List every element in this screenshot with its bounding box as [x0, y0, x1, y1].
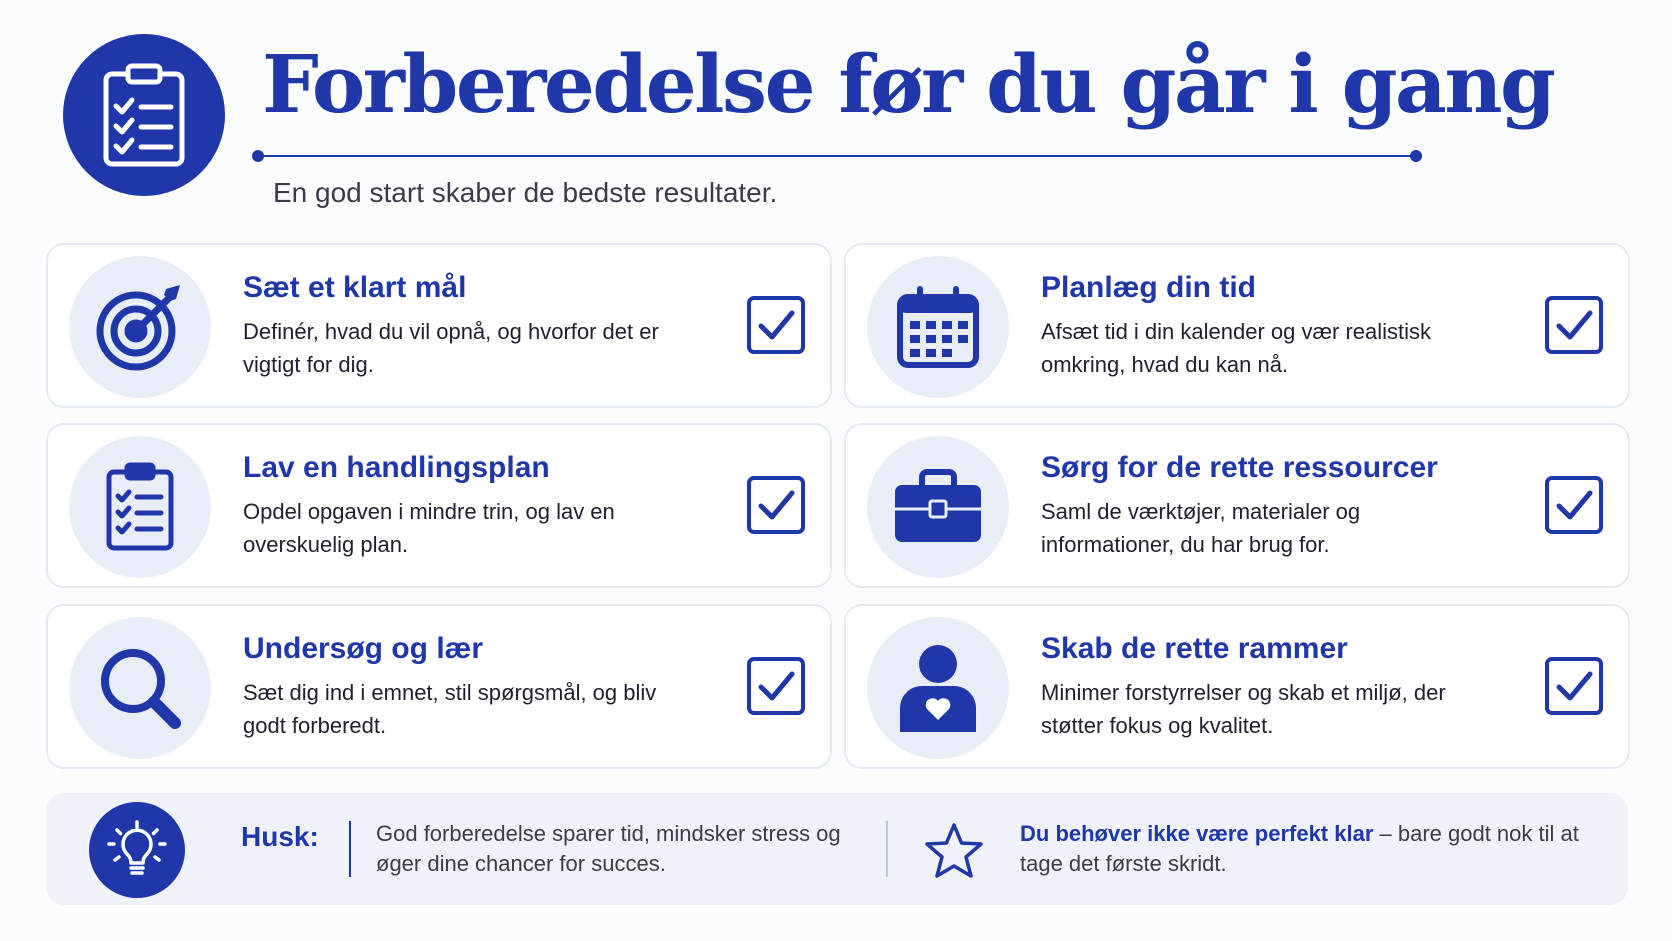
toolbox-icon	[867, 436, 1009, 578]
checklist-icon	[69, 436, 211, 578]
card-description: Saml de værktøjer, materialer og informationer, du har brug for.	[1041, 499, 1361, 557]
card-description: Definér, hvad du vil opnå, og hvorfor det er vigtigt for dig.	[243, 319, 659, 377]
checkbox-checked-icon[interactable]	[746, 475, 806, 535]
card-title: Lav en handlingsplan	[243, 451, 550, 484]
star-icon	[923, 821, 985, 883]
target-icon	[69, 256, 211, 398]
card-title: Sørg for de rette ressourcer	[1041, 451, 1438, 484]
card-environment	[844, 604, 1630, 769]
card-research	[46, 604, 832, 769]
card-resources	[844, 423, 1630, 588]
page-subtitle: En god start skaber de bedste resultater.	[273, 177, 778, 208]
checkbox-checked-icon[interactable]	[746, 656, 806, 716]
magnifier-icon	[69, 617, 211, 759]
encouragement-emphasis: Du behøver ikke være perfekt klar	[1020, 821, 1374, 846]
clipboard-check-icon	[63, 34, 225, 196]
rule-dot-right	[1410, 150, 1422, 162]
remember-label: Husk:	[241, 821, 319, 852]
person-heart-icon	[867, 617, 1009, 759]
lightbulb-icon	[89, 802, 185, 898]
card-set-goal	[46, 243, 832, 408]
title-divider	[255, 155, 1415, 157]
card-title: Skab de rette rammer	[1041, 632, 1348, 665]
checkbox-checked-icon[interactable]	[1544, 295, 1604, 355]
card-title: Planlæg din tid	[1041, 271, 1256, 304]
calendar-icon	[867, 256, 1009, 398]
card-description: Sæt dig ind i emnet, stil spørgsmål, og bliv godt forberedt.	[243, 680, 657, 738]
card-description: Opdel opgaven i mindre trin, og lav en overskuelig plan.	[243, 499, 615, 557]
card-title: Undersøg og lær	[243, 632, 484, 665]
page-title: Forberedelse før du går i gang	[262, 37, 1554, 131]
card-description: Afsæt tid i din kalender og vær realistisk omkring, hvad du kan nå.	[1041, 319, 1432, 377]
footer-divider	[886, 821, 888, 877]
card-plan-time	[844, 243, 1630, 408]
checkbox-checked-icon[interactable]	[1544, 475, 1604, 535]
reminder-panel	[46, 793, 1628, 905]
footer-divider	[349, 821, 351, 877]
checkbox-checked-icon[interactable]	[1544, 656, 1604, 716]
card-description: Minimer forstyrrelser og skab et miljø, der støtter fokus og kvalitet.	[1041, 680, 1446, 738]
card-action-plan	[46, 423, 832, 588]
encouragement-rest: – bare godt nok til at tage det første skridt.	[1020, 821, 1579, 876]
encouragement-text	[1020, 819, 1580, 879]
checkbox-checked-icon[interactable]	[746, 295, 806, 355]
remember-text: God forberedelse sparer tid, mindsker stress og øger dine chancer for succes.	[376, 821, 841, 876]
card-title: Sæt et klart mål	[243, 271, 467, 304]
